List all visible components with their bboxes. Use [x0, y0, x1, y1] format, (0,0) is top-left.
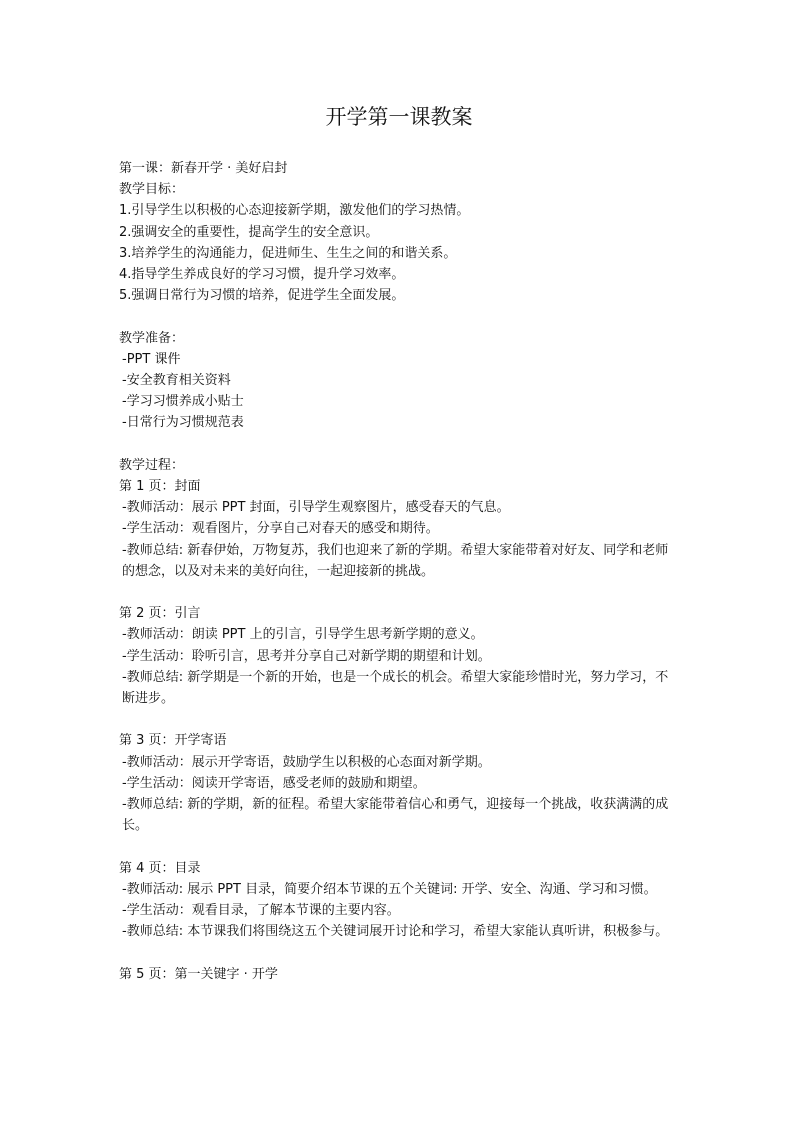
objective-item: 4.指导学生养成良好的学习习惯，提升学习效率。	[119, 267, 405, 283]
student-activity: -学生活动：阅读开学寄语，感受老师的鼓励和期望。	[122, 775, 426, 791]
preparation-item: -安全教育相关资料	[122, 373, 231, 389]
objective-item: 1.引导学生以积极的心态迎接新学期，激发他们的学习热情。	[119, 203, 470, 219]
teacher-summary: -教师总结: 新春伊始，万物复苏，我们也迎来了新的学期。希望大家能带着对好友、同学和老师的想念，以及对未来的美好向往，一起迎接新的挑战。	[122, 542, 669, 579]
objective-item: 3.培养学生的沟通能力，促进师生、生生之间的和谐关系。	[119, 245, 457, 261]
student-activity: -学生活动：观看目录，了解本节课的主要内容。	[122, 903, 400, 919]
page-section-title: 第 1 页：封面	[119, 479, 201, 495]
teacher-summary: -教师总结: 新学期是一个新的开始，也是一个成长的机会。希望大家能珍惜时光，努力学习，不断进步。	[122, 669, 669, 707]
objective-item: 5.强调日常行为习惯的培养，促进学生全面发展。	[119, 288, 405, 304]
teacher-summary: -教师总结: 新的学期，新的征程。希望大家能带着信心和勇气，迎接每一个挑战，收获满满的成长。	[122, 797, 669, 834]
document-body	[119, 158, 679, 985]
page-section-title: 第 3 页：开学寄语	[119, 733, 227, 749]
paragraph-gap	[119, 306, 679, 327]
lesson-title: 第一课：新春开学 · 美好启封	[119, 161, 288, 176]
teacher-activity: -教师活动: 展示 PPT 目录，简要介绍本节课的五个关键词: 开学、安全、沟通、学习和习惯。	[122, 881, 657, 897]
preparation-item: -学习习惯养成小贴士	[122, 394, 244, 410]
process-heading: 教学过程：	[119, 457, 185, 473]
objective-item: 2.强调安全的重要性，提高学生的安全意识。	[119, 224, 379, 240]
document-title: 开学第一课教案	[325, 105, 473, 129]
paragraph-gap	[119, 582, 679, 603]
objectives-heading: 教学目标：	[119, 182, 185, 198]
preparation-item: -PPT 课件	[122, 351, 181, 367]
preparation-item: -日常行为习惯规范表	[122, 415, 244, 431]
paragraph-gap	[119, 434, 679, 455]
teacher-activity: -教师活动：朗读 PPT 上的引言，引导学生思考新学期的意义。	[122, 627, 484, 643]
teacher-activity: -教师活动：展示开学寄语，鼓励学生以积极的心态面对新学期。	[122, 754, 491, 770]
paragraph-gap	[119, 942, 679, 963]
page-section-title: 第 2 页：引言	[119, 606, 201, 622]
paragraph-gap	[119, 709, 679, 730]
page-section-title: 第 5 页：第一关键字 · 开学	[119, 966, 278, 982]
preparation-heading: 教学准备：	[119, 330, 185, 346]
teacher-summary: -教师总结: 本节课我们将围绕这五个关键词展开讨论和学习，希望大家能认真听讲，积极参与。	[122, 924, 669, 940]
paragraph-gap	[119, 836, 679, 857]
student-activity: -学生活动：观看图片，分享自己对春天的感受和期待。	[122, 521, 439, 537]
student-activity: -学生活动：聆听引言，思考并分享自己对新学期的期望和计划。	[122, 648, 491, 664]
teacher-activity: -教师活动：展示 PPT 封面，引导学生观察图片，感受春天的气息。	[122, 500, 510, 516]
page-section-title: 第 4 页：目录	[119, 860, 201, 876]
